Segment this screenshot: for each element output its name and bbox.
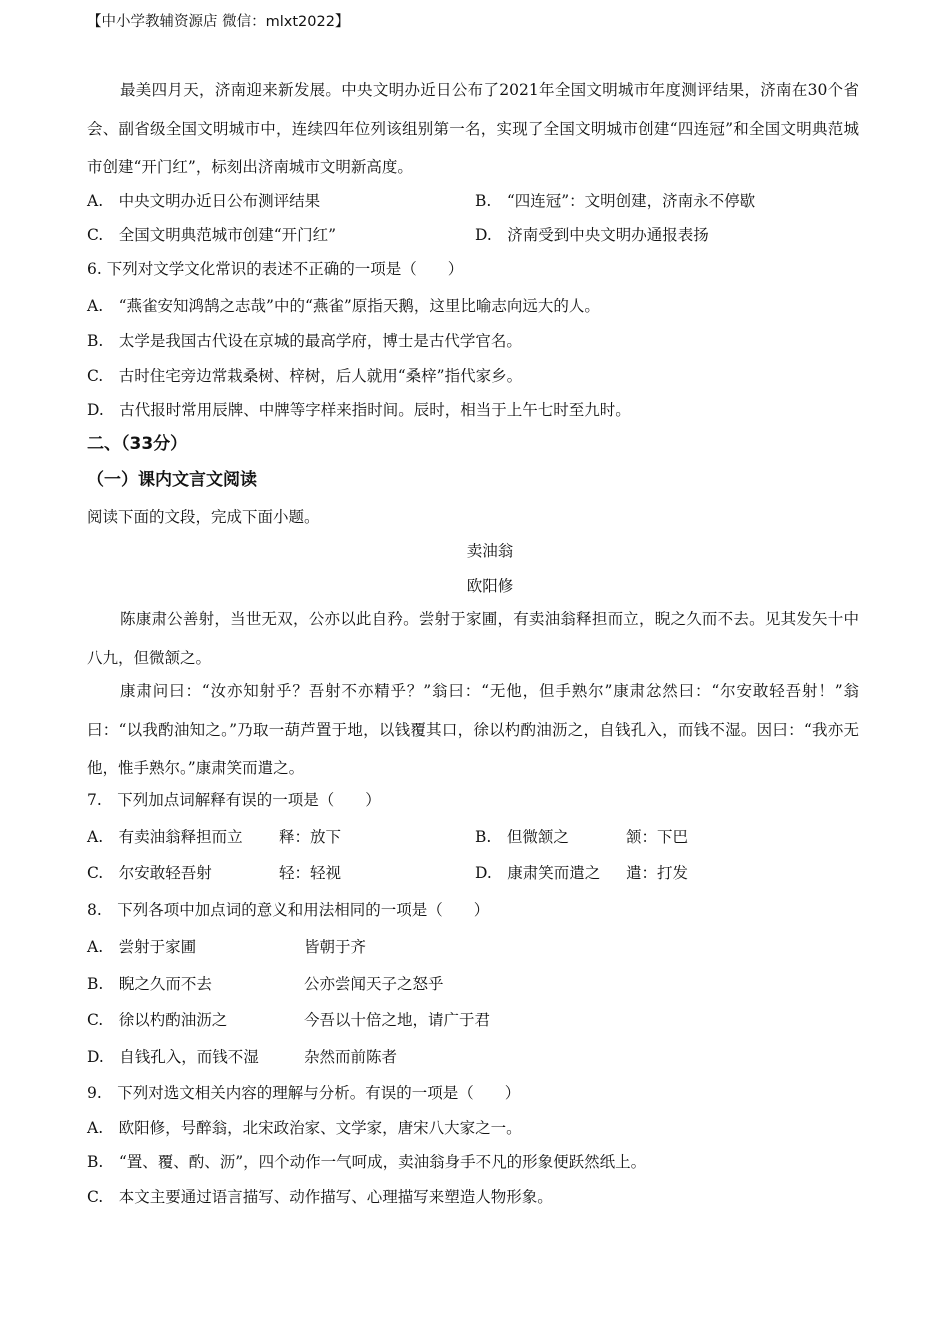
question5-options-row2: [87, 224, 887, 246]
reading-instruction: 阅读下面的文段，完成下面小题。: [87, 508, 320, 526]
question8-option-d: [87, 1046, 887, 1068]
q8-option-a-phrase1: A. 尝射于家圃: [87, 938, 197, 956]
q9-option-c: C. 本文主要通过语言描写、动作描写、心理描写来塑造人物形象。: [87, 1188, 553, 1206]
q7-option-b: B. 但微颔之: [475, 828, 569, 846]
q6-option-c: C. 古时住宅旁边常栽桑树、梓树，后人就用“桑梓”指代家乡。: [87, 367, 523, 385]
question6-stem: 6. 下列对文学文化常识的表述不正确的一项是（ ）: [87, 260, 464, 278]
q8-option-b-phrase2: 公亦尝闻天子之怒乎: [304, 975, 444, 993]
q8-option-d-phrase1: D. 自钱孔入，而钱不湿: [87, 1048, 259, 1066]
q6-option-b: B. 太学是我国古代设在京城的最高学府，博士是古代学官名。: [87, 332, 522, 350]
q8-option-d-phrase2: 杂然而前陈者: [304, 1048, 398, 1066]
question8-option-a: [87, 936, 887, 958]
q6-option-a: A. “燕雀安知鸿鹄之志哉”中的“燕雀”原指天鹅，这里比喻志向远大的人。: [87, 297, 600, 315]
q8-option-a-phrase2: 皆朝于齐: [304, 938, 367, 956]
question5-passage: 最美四月天，济南迎来新发展。中央文明办近日公布了2021年全国文明城市年度测评结果，济南在30个省会、副省级全国文明城市中，连续四年位列该组别第一名，实现了全国文明城市创建“四连冠”和全国文明典范城市创建“开门红”，标刻出济南城市文明新高度。: [87, 81, 859, 176]
question7-stem: 7. 下列加点词解释有误的一项是（ ）: [87, 791, 381, 809]
q9-option-b: B. “置、覆、酌、沥”，四个动作一气呵成，卖油翁身手不凡的形象便跃然纸上。: [87, 1153, 647, 1171]
q7-option-d: D. 康肃笑而遣之: [475, 864, 601, 882]
q5-option-d: D. 济南受到中央文明办通报表扬: [475, 226, 709, 244]
q9-option-a: A. 欧阳修，号醉翁，北宋政治家、文学家，唐宋八大家之一。: [87, 1119, 522, 1137]
question8-option-c: [87, 1009, 887, 1031]
question8-option-b: [87, 973, 887, 995]
question8-stem: 8. 下列各项中加点词的意义和用法相同的一项是（ ）: [87, 901, 490, 919]
subsection-heading-1: （一）课内文言文阅读: [87, 470, 257, 490]
question7-row2: [87, 862, 887, 884]
section-heading-2: 二、（33分）: [87, 434, 188, 454]
q7-option-b-gloss: 颔：下巴: [626, 828, 689, 846]
q8-option-c-phrase1: C. 徐以杓酌油沥之: [87, 1011, 228, 1029]
q7-option-c-gloss: 轻：轻视: [279, 864, 342, 882]
q6-option-d: D. 古代报时常用辰牌、中牌等字样来指时间。辰时，相当于上午七时至九时。: [87, 401, 631, 419]
q7-option-d-gloss: 遣：打发: [626, 864, 689, 882]
q5-option-b: B. “四连冠”：文明创建，济南永不停歇: [475, 192, 756, 210]
q7-option-a-gloss: 释：放下: [279, 828, 342, 846]
classical-text-paragraph-1: 陈康肃公善射，当世无双，公亦以此自矜。尝射于家圃，有卖油翁释担而立，睨之久而不去。见其发矢十中八九，但微颔之。: [87, 610, 859, 667]
question7-row1: [87, 826, 887, 848]
question5-options-row1: [87, 190, 887, 212]
classical-text-paragraph-2: 康肃问曰：“汝亦知射乎？吾射不亦精乎？”翁曰：“无他，但手熟尔”康肃忿然曰：“尔安敢轻吾射！”翁曰：“以我酌油知之。”乃取一葫芦置于地，以钱覆其口，徐以杓酌油沥之，自钱孔入，而钱不湿。因曰：“我亦无他，惟手熟尔。”康肃笑而遣之。: [87, 682, 859, 777]
q5-option-c: C. 全国文明典范城市创建“开门红”: [87, 226, 337, 244]
q8-option-c-phrase2: 今吾以十倍之地，请广于君: [304, 1011, 491, 1029]
question9-stem: 9. 下列对选文相关内容的理解与分析。有误的一项是（ ）: [87, 1084, 521, 1102]
q7-option-c: C. 尔安敢轻吾射: [87, 864, 212, 882]
text-author: 欧阳修: [466, 577, 514, 595]
watermark-text: 【中小学教辅资源店 微信：mlxt2022】: [87, 14, 350, 30]
q8-option-b-phrase1: B. 睨之久而不去: [87, 975, 212, 993]
q7-option-a: A. 有卖油翁释担而立: [87, 828, 243, 846]
q5-option-a: A. 中央文明办近日公布测评结果: [87, 192, 321, 210]
text-title: 卖油翁: [466, 542, 514, 560]
